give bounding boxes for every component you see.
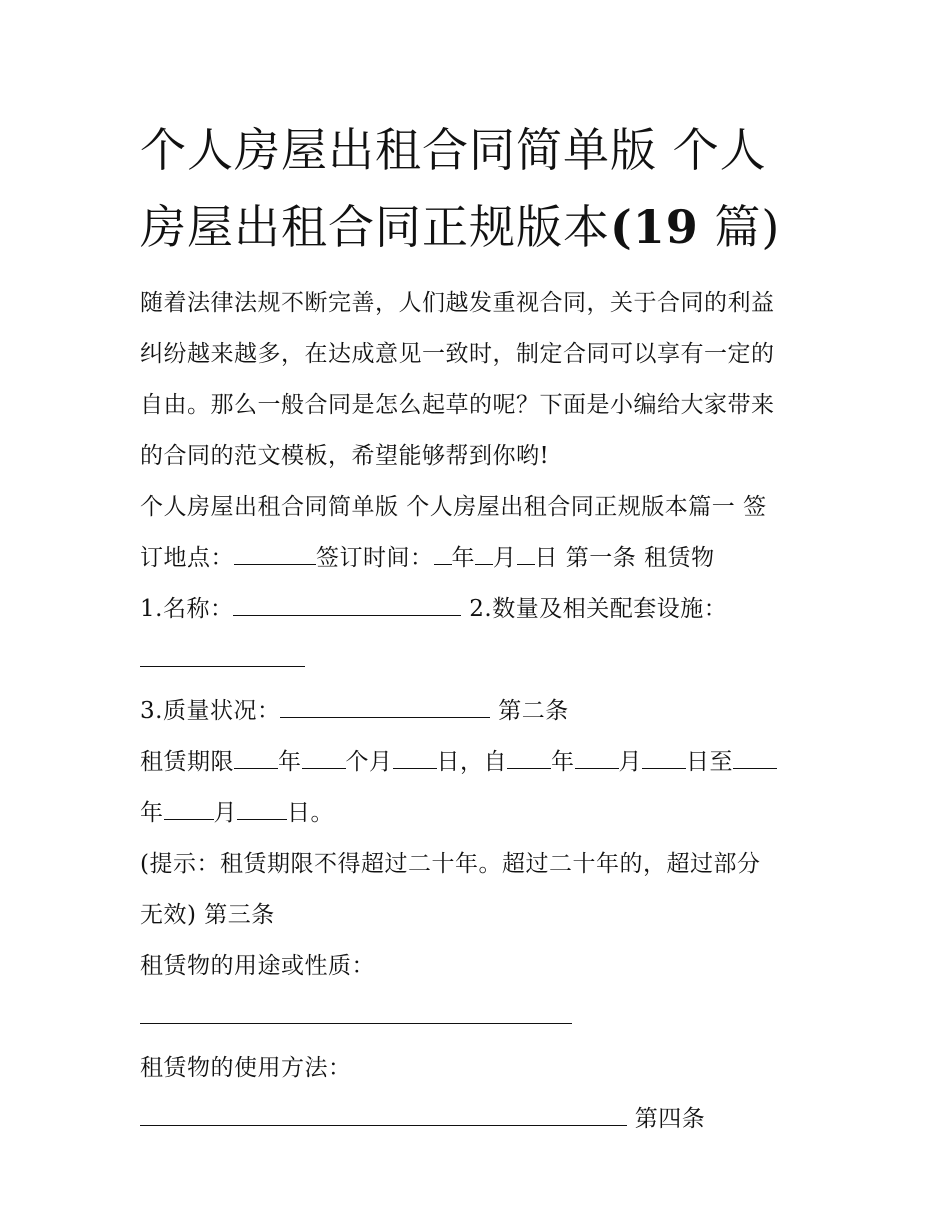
term-months-blank — [302, 767, 346, 769]
usage-blank-line — [140, 1094, 820, 1145]
sign-day-blank — [517, 563, 535, 565]
usage-label-line: 租赁物的使用方法： — [140, 1055, 352, 1081]
intro-line-3: 自由。那么一般合同是怎么起草的呢？下面是小编给大家带来 — [140, 392, 775, 418]
item-2-blank — [140, 665, 305, 667]
sign-place-blank — [234, 563, 316, 565]
item-3-line — [140, 686, 820, 737]
item-3-label: 3.质量状况： — [140, 698, 281, 724]
note-line-1: (提示：租赁期限不得超过二十年。超过二十年的，超过部分 — [140, 851, 761, 877]
lease-end-line — [140, 788, 820, 839]
title-line-1: 个人房屋出租合同简单版 个人 — [140, 123, 767, 177]
lease-term-label: 租赁期限 — [140, 749, 234, 775]
end-year-unit: 年 — [140, 800, 164, 826]
intro-line-4: 的合同的范文模板，希望能够帮到你哟! — [140, 443, 550, 469]
sign-month-blank — [475, 563, 493, 565]
usage-blank — [140, 1124, 627, 1126]
sign-info-line — [140, 533, 820, 584]
lease-term-line — [140, 737, 820, 788]
end-day-text: 日。 — [287, 800, 334, 826]
term-years-blank — [234, 767, 278, 769]
sign-time-label: 签订时间： — [316, 545, 434, 571]
title-count: (19 — [610, 200, 699, 254]
term-days-blank — [393, 767, 437, 769]
end-day-blank — [237, 818, 287, 820]
title-line-2-text: 房屋出租合同正规版本 — [140, 200, 610, 254]
start-month-blank — [575, 767, 619, 769]
start-day-blank — [642, 767, 686, 769]
term-from-text: 日，自 — [436, 749, 507, 775]
end-month-unit: 月 — [213, 800, 237, 826]
purpose-blank-line — [140, 992, 820, 1043]
title-line-2 — [140, 189, 820, 266]
month-unit: 月 — [493, 545, 517, 571]
document-title — [140, 112, 820, 266]
sign-place-label: 订地点： — [140, 545, 234, 571]
title-count-suffix: 篇) — [698, 200, 781, 254]
item-1-label: 1.名称： — [140, 596, 234, 622]
start-year-unit: 年 — [551, 749, 575, 775]
term-to-text: 日至 — [686, 749, 733, 775]
article-1-heading: 第一条 租赁物 — [558, 545, 715, 571]
end-year-blank — [733, 767, 777, 769]
document-page — [140, 112, 820, 1145]
year-unit: 年 — [451, 545, 475, 571]
sign-year-blank — [434, 563, 452, 565]
purpose-blank — [140, 1022, 572, 1024]
purpose-label-line: 租赁物的用途或性质： — [140, 953, 375, 979]
item-2-label: 2.数量及相关配套设施： — [461, 596, 728, 622]
note-line-2: 无效) 第三条 — [140, 902, 275, 928]
start-month-unit: 月 — [618, 749, 642, 775]
start-year-blank — [507, 767, 551, 769]
section-heading: 个人房屋出租合同简单版 个人房屋出租合同正规版本篇一 签 — [140, 494, 767, 520]
intro-line-2: 纠纷越来越多，在达成意见一致时，制定合同可以享有一定的 — [140, 341, 775, 367]
term-month-unit: 个月 — [345, 749, 393, 775]
item-3-blank — [280, 716, 490, 718]
article-2-heading: 第二条 — [490, 698, 569, 724]
term-year-unit: 年 — [278, 749, 302, 775]
item-1-blank — [233, 614, 461, 616]
end-month-blank — [164, 818, 214, 820]
item-1-line — [140, 584, 820, 635]
intro-line-1: 随着法律法规不断完善，人们越发重视合同，关于合同的利益 — [140, 290, 775, 316]
article-4-heading: 第四条 — [627, 1106, 706, 1132]
item-2-blank-line — [140, 635, 820, 686]
day-unit: 日 — [534, 545, 558, 571]
